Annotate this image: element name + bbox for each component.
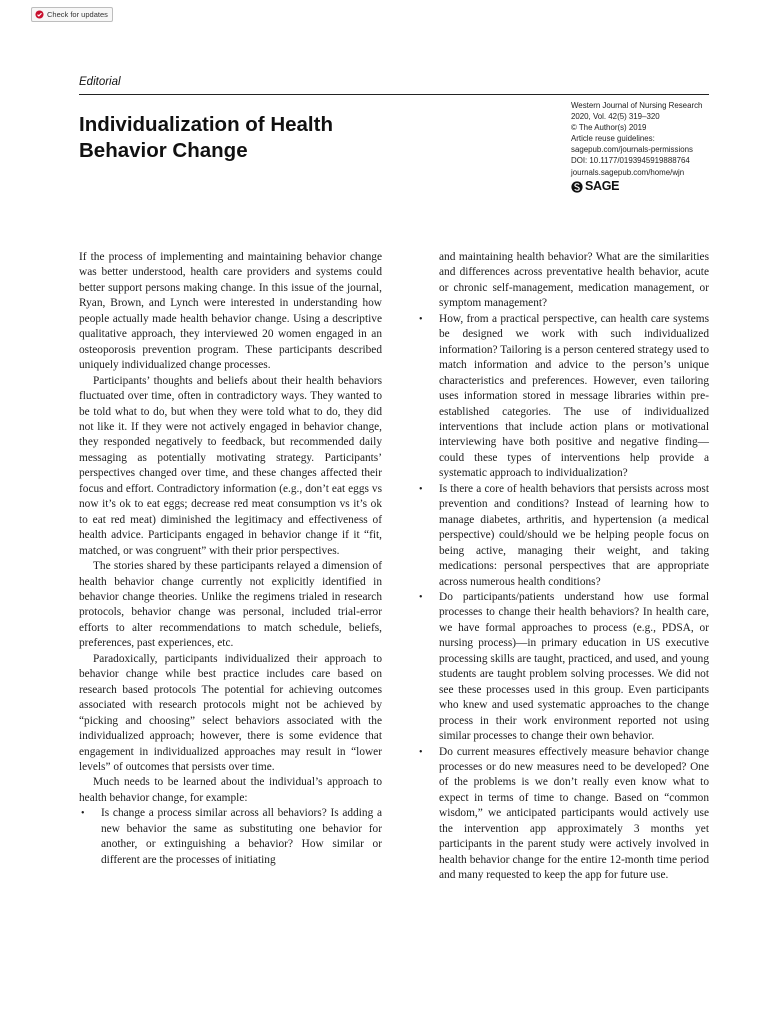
bullet-marker: •	[419, 746, 423, 758]
sage-logo-icon	[571, 181, 583, 193]
list-item	[417, 590, 709, 745]
sage-wordmark: SAGE	[585, 179, 620, 194]
paragraph-3: The stories shared by these participants relayed a dimension of health behavior change currently not explicitly identified in behavior change theories. Unlike the regimens trialed in research protocols, behavior change was personal, included trial-error efforts to alter recommendations to match schedule, beliefs, preferences, past experiences, etc.	[79, 560, 382, 650]
article-title: Individualization of Health Behavior Change	[79, 113, 333, 162]
check-for-updates-label: Check for updates	[47, 10, 108, 19]
check-for-updates-button[interactable]	[31, 7, 113, 22]
list-item	[417, 745, 709, 884]
list-item-text: Do current measures effectively measure behavior change processes or do new measures need to be developed? One of the problems is we don’t really even know what to expect in terms of time to change. Based on “common wisdom,” we anticipated participants would actively use the intervention app approximately 3 months yet participants in the parent study were actively involved in health behavior change for the entire 12-month time period and many requested to keep the app for future use.	[439, 745, 709, 882]
left-column	[79, 250, 382, 868]
list-item-text: How, from a practical perspective, can health care systems be designed we work with such individualized information? Tailoring is a person centered strategy used to match information and advice to the person’s unique characteristics and preferences. However, even tailoring uses information stored in message libraries within pre-established categories. The use of individualized interventions that include action plans or motivational interviewing have both positive and negative finding—could these types of interventions help provide a systematic approach to individualization?	[439, 312, 709, 480]
section-label: Editorial	[79, 76, 121, 88]
paragraph-1: If the process of implementing and maintaining behavior change was better understood, health care providers and systems could better support persons making change. In this issue of the journal, Ryan, Brown, and Lynch were interested in understanding how people actually made health behavior change. Using a descriptive qualitative approach, they interviewed 20 women engaged in an osteoporosis prevention program. These participants described uniquely individualized change processes.	[79, 251, 382, 372]
paragraph-4: Paradoxically, participants individualized their approach to behavior change while best practice includes care based on research based protocols The potential for achieving outcomes associated with research protocols might not be achieved by “picking and choosing” select behaviors associated with the individualized approach; however, there is some evidence that engagement in individualized approaches may result in “lower levels” of outcomes that persists over time.	[79, 652, 382, 773]
journal-name: Western Journal of Nursing Research	[571, 101, 703, 110]
copyright: © The Author(s) 2019	[571, 123, 647, 133]
check-badge-icon	[35, 10, 44, 19]
right-column	[417, 250, 709, 884]
reuse-guidelines-label: Article reuse guidelines:	[571, 134, 655, 144]
paragraph-2: Participants’ thoughts and beliefs about their health behaviors fluctuated over time, often in contradictory ways. They wanted to be told what to do, but when they were told what to do, they did not like it. If they were not actively engaged in behavior change, they responded negatively to feedback, but recommended daily messaging as potentially motivating strategy. Participants’ perspectives changed over time, and these changes affected their focus and effort. Contradictory information (e.g., don’t eat eggs vs now it’s ok to eat eggs; decrease red meat consumption vs it’s ok to eat red meat) diminished the legitimacy and effectiveness of health advice. Participants engaged in behavior change if it “fit, matched, or was congruent” with their prior perspectives.	[79, 374, 382, 557]
permissions-link[interactable]: sagepub.com/journals-permissions	[571, 145, 693, 155]
list-item-text: Do participants/patients understand how use formal processes to change their health behaviors? In health care, we have formal approaches to process (e.g., PDSA, or nursing process)—in primary education in US executive processing skills are taught, practiced, and used, and young students are taught problem solving processes. We did not see these processes used in this group. Even participants who knew and used systematic approaches to the change process in their work environment reported not using similar processes to change their own behavior.	[439, 590, 709, 743]
header-divider	[79, 94, 709, 95]
doi[interactable]: DOI: 10.1177/0193945919888764	[571, 156, 690, 166]
bullet-marker: •	[419, 483, 423, 495]
list-item	[79, 806, 382, 868]
journal-homepage-link[interactable]: journals.sagepub.com/home/wjn	[571, 167, 685, 177]
bullet-marker: •	[419, 591, 423, 603]
list-item	[417, 312, 709, 482]
list-item-text: Is there a core of health behaviors that persists across most prevention and conditions? Instead of learning how to manage diabetes, arthritis, and hypertension (a medical perspective) could/should we be helping people focus on being active, managing their weight, and taking medications: personal perspectives that are appropriate across numerous health conditions?	[439, 482, 709, 588]
journal-metadata	[571, 100, 721, 193]
sage-logo	[571, 181, 721, 193]
question-list	[79, 806, 382, 868]
bullet-marker: •	[419, 313, 423, 325]
paragraph-5: Much needs to be learned about the individual’s approach to health behavior change, for example:	[79, 776, 382, 804]
journal-volume: 2020, Vol. 42(5) 319–320	[571, 112, 660, 122]
bullet-marker: •	[81, 808, 85, 820]
list-item-continuation: and maintaining health behavior? What are the similarities and differences across preventative health behavior, acute or chronic self-management, medication management, or symptom management?	[439, 251, 709, 310]
list-item-text: Is change a process similar across all behaviors? Is adding a new behavior the same as substituting one behavior for another, or extinguishing a behavior? How similar or different are the processes of initiating	[101, 807, 382, 866]
list-item	[417, 482, 709, 590]
question-list-continued	[417, 312, 709, 884]
